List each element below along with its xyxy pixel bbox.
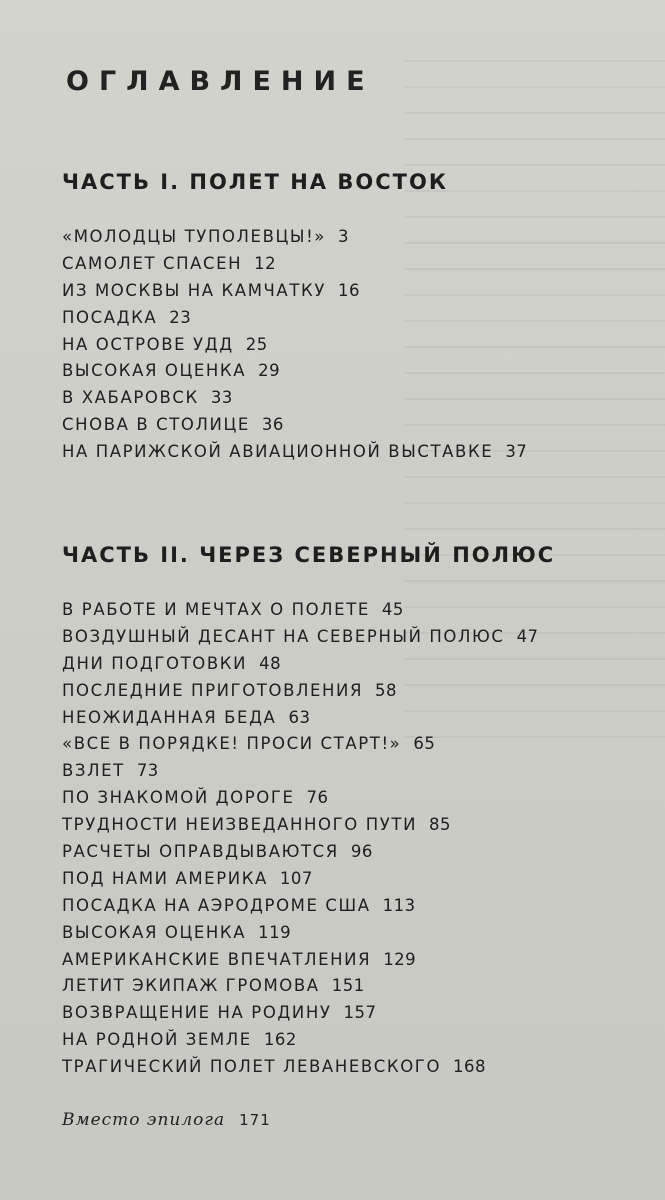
toc-entry <box>62 705 539 732</box>
toc-entry <box>62 731 539 758</box>
toc-entry-title: ПОСАДКА НА АЭРОДРОМЕ США <box>62 895 371 915</box>
toc-entry <box>62 251 527 278</box>
part-1-heading: ЧАСТЬ I. ПОЛЕТ НА ВОСТОК <box>62 170 448 194</box>
toc-entry-page-number: 16 <box>337 280 360 300</box>
toc-entry <box>62 624 539 651</box>
toc-entry <box>62 412 527 439</box>
toc-entry-page-number: 119 <box>258 922 292 942</box>
toc-entry-title: НА ОСТРОВЕ УДД <box>62 334 234 354</box>
part-2-heading: ЧАСТЬ II. ЧЕРЕЗ СЕВЕРНЫЙ ПОЛЮС <box>62 543 556 567</box>
toc-entry <box>62 785 539 812</box>
toc-entry-title: ТРАГИЧЕСКИЙ ПОЛЕТ ЛЕВАНЕВСКОГО <box>62 1057 442 1077</box>
toc-entry <box>62 385 527 412</box>
toc-entry <box>62 1000 539 1027</box>
toc-entry-title: ВОЗВРАЩЕНИЕ НА РОДИНУ <box>62 1003 332 1023</box>
part-2-contents-list <box>62 597 539 1081</box>
toc-entry-page-number: 12 <box>254 253 277 273</box>
toc-entry-page-number: 162 <box>263 1030 297 1050</box>
toc-entry-title: НЕОЖИДАННАЯ БЕДА <box>62 707 277 727</box>
toc-entry <box>62 305 527 332</box>
toc-entry-page-number: 76 <box>306 788 329 808</box>
epilogue-title: Вместо эпилога <box>62 1110 226 1130</box>
toc-entry-page-number: 3 <box>337 227 349 246</box>
toc-entry-page-number: 48 <box>259 653 282 673</box>
toc-entry-title: ВЗЛЕТ <box>62 761 125 781</box>
toc-entry <box>62 278 527 305</box>
toc-entry-title: РАСЧЕТЫ ОПРАВДЫВАЮТСЯ <box>62 842 339 862</box>
toc-entry <box>62 947 539 974</box>
page-title: ОГЛАВЛЕНИЕ <box>66 66 375 97</box>
toc-entry <box>62 439 527 466</box>
toc-entry-title: В РАБОТЕ И МЕЧТАХ О ПОЛЕТЕ <box>62 600 370 619</box>
toc-entry-title: ПОД НАМИ АМЕРИКА <box>62 868 268 888</box>
toc-entry-page-number: 37 <box>505 442 528 462</box>
toc-entry-page-number: 47 <box>516 626 539 646</box>
toc-entry-page-number: 45 <box>381 600 404 619</box>
toc-entry-page-number: 29 <box>258 361 281 381</box>
toc-entry-title: «ВСЕ В ПОРЯДКЕ! ПРОСИ СТАРТ!» <box>62 734 402 754</box>
toc-entry <box>62 1027 539 1054</box>
toc-entry <box>62 812 539 839</box>
toc-entry-page-number: 151 <box>331 976 365 996</box>
toc-entry-page-number: 113 <box>382 895 416 915</box>
toc-entry-title: «МОЛОДЦЫ ТУПОЛЕВЦЫ!» <box>62 227 326 246</box>
toc-entry-page-number: 96 <box>350 842 373 862</box>
toc-entry-page-number: 168 <box>453 1057 487 1077</box>
toc-entry-page-number: 58 <box>375 680 398 700</box>
toc-entry <box>62 651 539 678</box>
toc-entry <box>62 758 539 785</box>
toc-entry-page-number: 33 <box>210 388 233 408</box>
toc-entry-page-number: 63 <box>288 707 311 727</box>
toc-entry-page-number: 107 <box>279 868 313 888</box>
toc-entry-title: НА РОДНОЙ ЗЕМЛЕ <box>62 1030 252 1050</box>
toc-entry <box>62 920 539 947</box>
epilogue-entry <box>62 1110 271 1130</box>
toc-entry-page-number: 65 <box>413 734 436 754</box>
toc-entry-page-number: 73 <box>136 761 159 781</box>
toc-entry-title: ТРУДНОСТИ НЕИЗВЕДАННОГО ПУТИ <box>62 815 418 835</box>
toc-entry <box>62 358 527 385</box>
toc-entry-page-number: 36 <box>261 415 284 435</box>
toc-entry-title: ДНИ ПОДГОТОВКИ <box>62 653 248 673</box>
epilogue-page-number: 171 <box>239 1111 271 1129</box>
toc-entry-title: САМОЛЕТ СПАСЕН <box>62 253 243 273</box>
toc-entry <box>62 224 527 251</box>
toc-entry-title: ВОЗДУШНЫЙ ДЕСАНТ НА СЕВЕРНЫЙ ПОЛЮС <box>62 626 505 646</box>
toc-entry-title: ВЫСОКАЯ ОЦЕНКА <box>62 922 247 942</box>
toc-entry <box>62 1054 539 1081</box>
toc-entry-page-number: 85 <box>429 815 452 835</box>
part-1-contents-list <box>62 224 527 466</box>
toc-entry <box>62 973 539 1000</box>
toc-entry-title: ИЗ МОСКВЫ НА КАМЧАТКУ <box>62 280 326 300</box>
toc-entry <box>62 866 539 893</box>
toc-entry-title: ПОСЛЕДНИЕ ПРИГОТОВЛЕНИЯ <box>62 680 364 700</box>
toc-entry-page-number: 157 <box>343 1003 377 1023</box>
toc-entry-title: ЛЕТИТ ЭКИПАЖ ГРОМОВА <box>62 976 320 996</box>
toc-entry <box>62 893 539 920</box>
toc-entry-title: ПО ЗНАКОМОЙ ДОРОГЕ <box>62 788 295 808</box>
toc-entry-page-number: 25 <box>245 334 268 354</box>
toc-entry <box>62 332 527 359</box>
toc-entry <box>62 678 539 705</box>
toc-entry-page-number: 23 <box>169 307 192 327</box>
toc-entry-title: НА ПАРИЖСКОЙ АВИАЦИОННОЙ ВЫСТАВКЕ <box>62 442 494 462</box>
toc-entry-title: ВЫСОКАЯ ОЦЕНКА <box>62 361 247 381</box>
toc-entry-page-number: 129 <box>383 949 417 969</box>
toc-entry-title: СНОВА В СТОЛИЦЕ <box>62 415 250 435</box>
toc-entry <box>62 597 539 624</box>
toc-entry <box>62 839 539 866</box>
toc-entry-title: ПОСАДКА <box>62 307 158 327</box>
toc-entry-title: АМЕРИКАНСКИЕ ВПЕЧАТЛЕНИЯ <box>62 949 372 969</box>
toc-entry-title: В ХАБАРОВСК <box>62 388 199 408</box>
